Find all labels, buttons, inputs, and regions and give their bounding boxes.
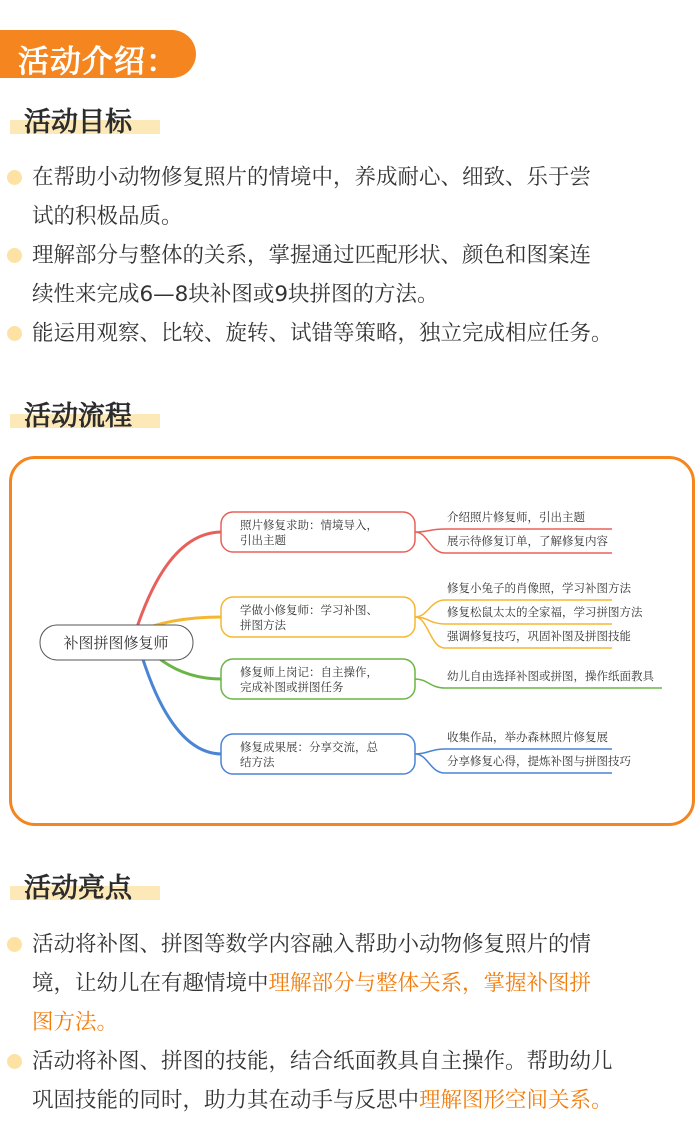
mindmap-branch-label: 学做小修复师：学习补图、 bbox=[240, 603, 378, 617]
mindmap-branch-label: 修复师上岗记：自主操作， bbox=[240, 665, 378, 679]
mindmap-branch-label: 修复成果展：分享交流，总 bbox=[240, 740, 378, 754]
highlight-line bbox=[32, 964, 700, 1003]
mindmap-branch-label: 完成补图或拼图任务 bbox=[240, 680, 344, 694]
intro-banner-title: 活动介绍： bbox=[18, 44, 178, 80]
mindmap-leaf-label: 修复松鼠太太的全家福，学习拼图方法 bbox=[447, 605, 643, 619]
highlight-line bbox=[32, 1081, 700, 1120]
goal-line: 理解部分与整体的关系，掌握通过匹配形状、颜色和图案连 bbox=[32, 243, 592, 268]
mindmap-leaf-label: 展示待修复订单，了解修复内容 bbox=[447, 534, 608, 548]
highlight-emphasis: 理解部分与整体关系，掌握补图拼 bbox=[268, 971, 592, 996]
mindmap-branch-label: 引出主题 bbox=[240, 533, 286, 547]
goals-heading-text: 活动目标 bbox=[24, 107, 132, 138]
goal-line: 续性来完成6—8块补图或9块拼图的方法。 bbox=[32, 282, 439, 307]
mindmap-leaf-label: 强调修复技巧，巩固补图及拼图技能 bbox=[447, 629, 631, 643]
highlight-text: 活动将补图、拼图的技能，结合纸面教具自主操作。帮助幼儿 bbox=[32, 1049, 613, 1074]
highlight-item bbox=[0, 1042, 700, 1120]
mindmap-leaf-label: 收集作品，举办森林照片修复展 bbox=[447, 730, 608, 744]
highlight-line bbox=[32, 1003, 700, 1042]
mindmap-leaf-edge bbox=[415, 529, 612, 532]
goal-line: 能运用观察、比较、旋转、试错等策略，独立完成相应任务。 bbox=[32, 321, 613, 346]
mindmap-root-label: 补图拼图修复师 bbox=[63, 634, 169, 652]
goal-line: 在帮助小动物修复照片的情境中，养成耐心、细致、乐于尝 bbox=[32, 165, 592, 190]
goal-line: 试的积极品质。 bbox=[32, 204, 183, 229]
highlight-text: 活动将补图、拼图等数学内容融入帮助小动物修复照片的情 bbox=[32, 932, 592, 957]
mindmap-branch-label: 照片修复求助：情境导入， bbox=[240, 518, 378, 532]
mindmap-leaf-label: 修复小兔子的肖像照，学习补图方法 bbox=[447, 581, 631, 595]
highlight-text: 境，让幼儿在有趣情境中 bbox=[32, 971, 269, 996]
highlight-emphasis: 理解图形空间关系。 bbox=[419, 1088, 613, 1113]
highlight-text: 巩固技能的同时，助力其在动手与反思中 bbox=[32, 1088, 420, 1113]
highlight-item bbox=[0, 925, 700, 1042]
mindmap-branch-label: 拼图方法 bbox=[240, 618, 286, 632]
mindmap-leaf-label: 介绍照片修复师，引出主题 bbox=[447, 510, 585, 524]
mindmap-leaf-label: 幼儿自由选择补图或拼图，操作纸面教具 bbox=[447, 669, 654, 683]
highlight-emphasis: 图方法。 bbox=[32, 1010, 119, 1035]
highlights-heading-text: 活动亮点 bbox=[24, 873, 132, 904]
highlights-list bbox=[0, 925, 700, 1120]
mindmap-leaf-label: 分享修复心得，提炼补图与拼图技巧 bbox=[447, 754, 631, 768]
highlight-line bbox=[32, 1042, 700, 1081]
mindmap-branch-label: 结方法 bbox=[240, 755, 275, 769]
bullet-dot-icon bbox=[7, 937, 22, 952]
flow-heading-text: 活动流程 bbox=[24, 401, 132, 432]
bullet-dot-icon bbox=[7, 1054, 22, 1069]
highlight-line bbox=[32, 925, 700, 964]
